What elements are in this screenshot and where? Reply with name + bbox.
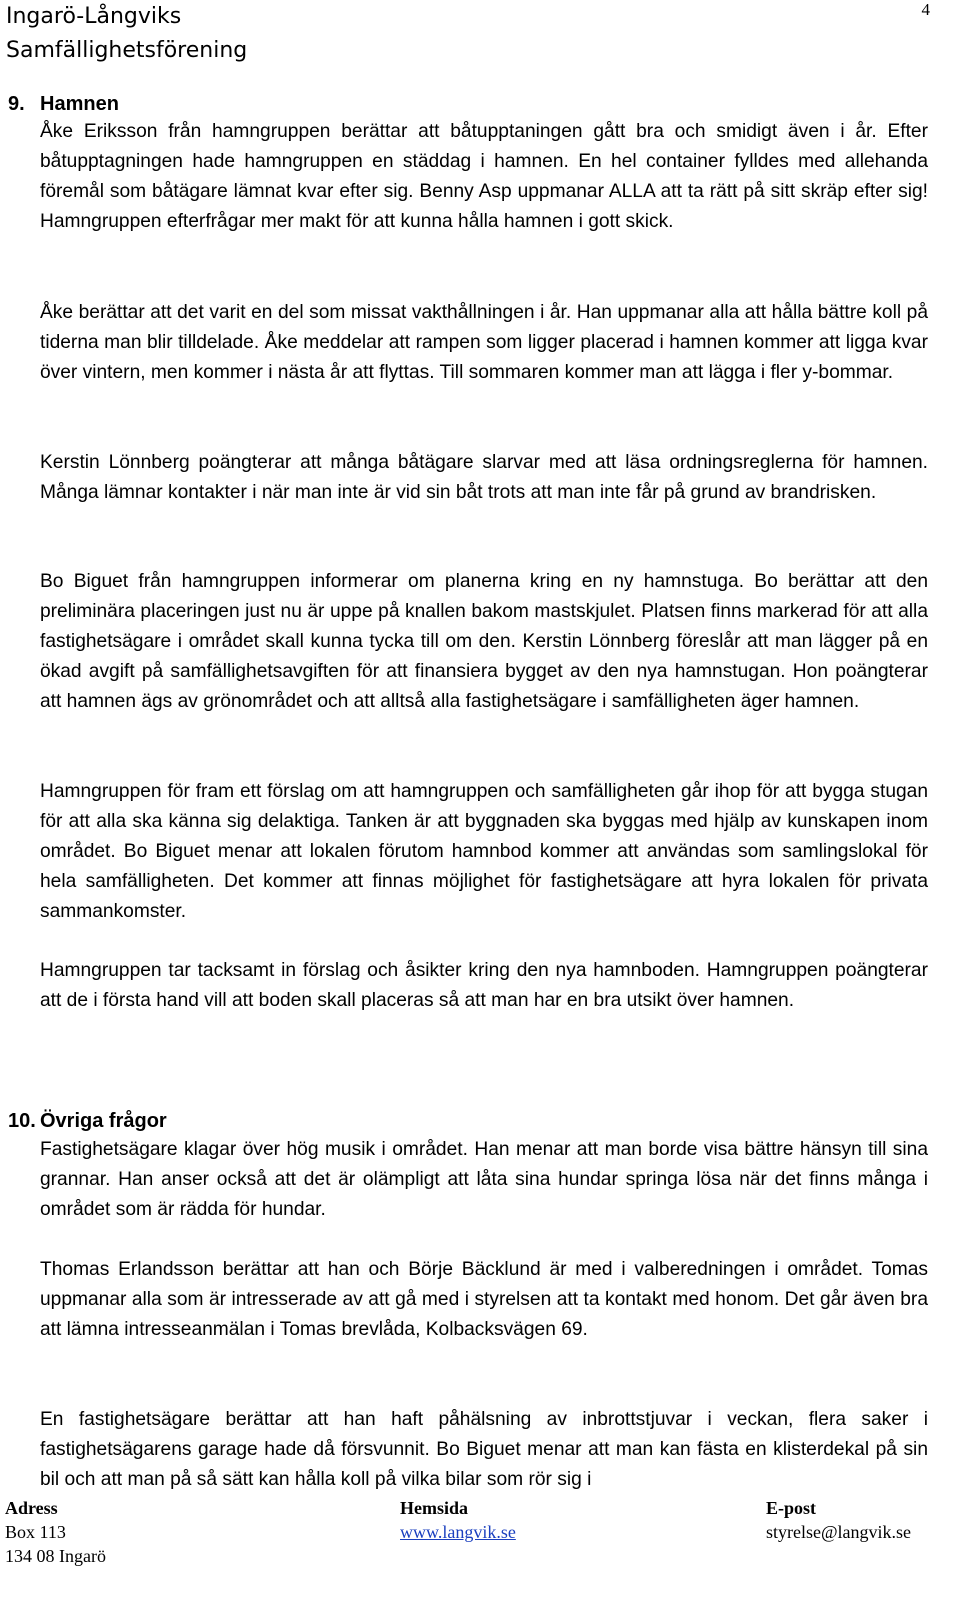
- footer-website-label: Hemsida: [400, 1498, 469, 1518]
- paragraph: En fastighetsägare berättar att han haft påhälsning av inbrottstjuvar i veckan, flera saker i fastighetsägarens garage hade då försvunnit. Bo Biguet menar att man kan fästa en klisterdekal på sin bil och att man på så sätt kan hålla koll på vilka bilar som rör sig i: [40, 1409, 928, 1490]
- email-address: styrelse@langvik.se: [766, 1522, 912, 1542]
- paragraph: Thomas Erlandsson berättar att han och Börje Bäcklund är med i valberedningen i området. Tomas uppmanar alla som är intresserade av att gå med i styrelsen att ta kontakt med honom. Det går även bra att lämna intresseanmälan i Tomas brevlåda, Kolbacksvägen 69.: [40, 1259, 928, 1340]
- section-heading-ovriga-fragor: [8, 1106, 167, 1136]
- footer-address-line-1: Box 113: [5, 1522, 66, 1542]
- section-title: Hamnen: [40, 93, 119, 115]
- paragraph: Hamngruppen tar tacksamt in förslag och åsikter kring den nya hamnboden. Hamngruppen poängterar att de i första hand vill att boden skall placeras så att man har en bra utsikt över hamnen.: [40, 960, 928, 1011]
- organization-name-line-1: Ingarö-Långviks: [6, 4, 182, 29]
- organization-name: [6, 0, 247, 68]
- footer-address: [5, 1496, 106, 1568]
- footer-address-line-2: 134 08 Ingarö: [5, 1546, 106, 1566]
- paragraph: Kerstin Lönnberg poängterar att många båtägare slarvar med att läsa ordningsreglerna för hamnen. Många lämnar kontakter i när man inte är vid sin båt trots att man inte får på grund av brandrisken.: [40, 452, 928, 503]
- paragraph: Bo Biguet från hamngruppen informerar om planerna kring en ny hamnstuga. Bo berättar att den preliminära placeringen just nu är uppe på knallen bakom mastskjulet. Platsen finns markerad för att alla fastighetsägare i området skall kunna tycka till om den. Kerstin Lönnberg föreslår att man lägger på en ökad avgift på samfällighetsavgiften för att finansiera bygget av den nya hamnstugan. Hon poängterar att hamnen ägs av grönområdet och att alltså alla fastighetsägare i samfälligheten äger hamnen.: [40, 571, 928, 712]
- footer-email-label: E-post: [766, 1498, 817, 1518]
- section-heading-hamnen: [8, 89, 119, 119]
- page-number: 4: [921, 0, 930, 19]
- organization-name-line-2: Samfällighetsförening: [6, 38, 248, 63]
- footer-address-label: Adress: [5, 1498, 58, 1518]
- footer-website: [400, 1496, 516, 1544]
- website-link[interactable]: www.langvik.se: [400, 1522, 516, 1542]
- paragraph: Åke berättar att det varit en del som missat vakthållningen i år. Han uppmanar alla att hålla bättre koll på tiderna man blir tilldelade. Åke meddelar att rampen som ligger placerad i hamnen kommer att ligga kvar över vintern, men kommer i nästa år att flyttas. Till sommaren kommer man att lägga i fler y-bommar.: [40, 302, 928, 383]
- section-number: 10.: [8, 1110, 36, 1132]
- section-number: 9.: [8, 93, 25, 115]
- paragraph: Fastighetsägare klagar över hög musik i området. Han menar att man borde visa bättre hänsyn till sina grannar. Han anser också att det är olämpligt att låta sina hundar springa lösa när det finns många i området som är rädda för hundar.: [40, 1139, 928, 1220]
- paragraph: Åke Eriksson från hamngruppen berättar att båtupptaningen gått bra och smidigt även i år. Efter båtupptagningen hade hamngruppen en städdag i hamnen. En hel container fylldes med allehanda föremål som båtägare lämnat kvar efter sig. Benny Asp uppmanar ALLA att ta rätt på sitt skräp efter sig! Hamngruppen efterfrågar mer makt för att kunna hålla hamnen i gott skick.: [40, 121, 928, 232]
- section-title: Övriga frågor: [40, 1110, 167, 1132]
- paragraph: Hamngruppen för fram ett förslag om att hamngruppen och samfälligheten går ihop för att bygga stugan för att alla ska känna sig delaktiga. Tanken är att byggnaden ska byggas med hjälp av kunskapen inom området. Bo Biguet menar att lokalen förutom hamnbod kommer att användas som samlingslokal för hela samfälligheten. Det kommer att finnas möjlighet för fastighetsägare att hyra lokalen för privata sammankomster.: [40, 781, 928, 922]
- footer-email: [766, 1496, 911, 1544]
- page-footer: [0, 1496, 960, 1613]
